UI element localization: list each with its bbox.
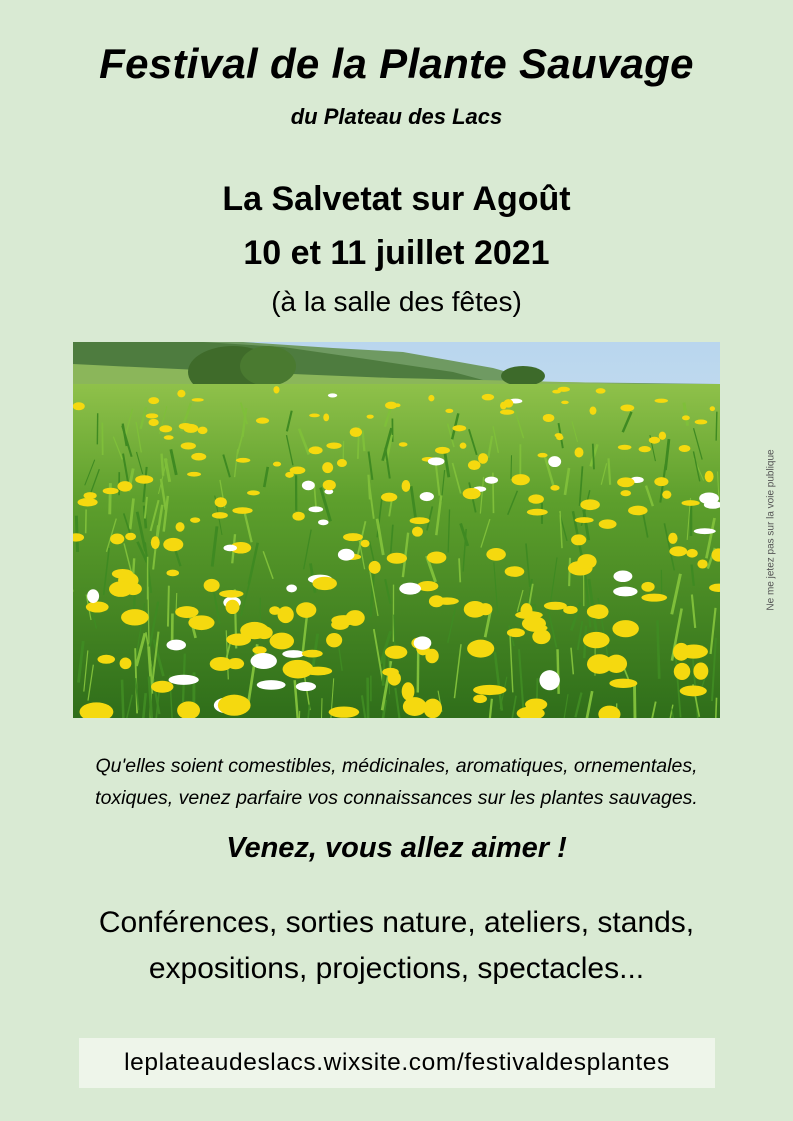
flower	[240, 622, 269, 639]
flower	[350, 427, 362, 437]
flower	[169, 675, 199, 685]
flower	[204, 579, 220, 592]
grass-blade	[368, 475, 369, 500]
flower	[181, 442, 196, 449]
side-note-text: Ne me jetez pas sur la voie publique	[765, 449, 777, 611]
flower	[618, 445, 632, 450]
flower	[655, 399, 669, 403]
event-dates: 10 et 11 juillet 2021	[243, 234, 550, 272]
flower	[589, 604, 608, 619]
flower	[164, 435, 174, 439]
flower	[183, 424, 198, 433]
flower	[599, 519, 617, 529]
flower	[428, 395, 434, 401]
flower	[473, 695, 487, 704]
activities-line-2: expositions, projections, spectacles...	[148, 952, 645, 985]
flower	[109, 581, 132, 597]
flower	[296, 682, 316, 691]
flower	[329, 706, 360, 717]
flower	[198, 427, 208, 434]
flower	[159, 425, 172, 432]
flower	[587, 654, 612, 674]
flower	[387, 553, 407, 564]
flower	[504, 399, 514, 408]
flower	[412, 527, 423, 537]
flower	[337, 459, 347, 467]
flower	[460, 443, 467, 449]
flower	[580, 499, 600, 510]
flower	[686, 549, 697, 558]
flower	[528, 494, 544, 503]
flower	[218, 695, 251, 716]
flower	[282, 650, 304, 658]
flower	[420, 492, 434, 501]
flower	[468, 460, 481, 470]
flower	[463, 488, 481, 499]
flower	[695, 420, 708, 425]
flower	[486, 548, 506, 561]
flower	[326, 442, 341, 448]
flower	[682, 415, 690, 420]
flower	[151, 536, 160, 549]
flower	[705, 471, 714, 482]
flower	[219, 590, 243, 598]
description-line-2: toxiques, venez parfaire vos connaissances sur les plantes sauvages.	[95, 787, 698, 809]
flower	[694, 528, 716, 534]
flower	[146, 413, 158, 418]
flower	[539, 670, 559, 690]
flower	[435, 447, 450, 454]
flower	[427, 552, 446, 564]
flower	[302, 481, 315, 491]
description-line-1: Qu'elles soient comestibles, médicinales, aromatiques, ornementales,	[95, 755, 698, 777]
flower	[550, 485, 559, 491]
flower	[343, 533, 363, 541]
flower	[367, 415, 374, 419]
flower	[273, 462, 281, 467]
activities-line-1: Conférences, sorties nature, ateliers, stands,	[98, 906, 695, 939]
flower	[425, 649, 438, 664]
flower	[257, 680, 286, 690]
flower	[612, 620, 638, 637]
flower	[273, 386, 279, 393]
description	[0, 750, 793, 814]
flower	[467, 640, 494, 658]
flower	[583, 632, 610, 648]
flower	[121, 609, 149, 625]
flower	[309, 414, 320, 418]
flower	[571, 534, 586, 545]
flower	[659, 432, 666, 440]
flower	[318, 519, 329, 525]
flower	[552, 390, 561, 394]
flower	[192, 398, 204, 402]
flower	[227, 658, 244, 669]
flower	[654, 477, 668, 486]
flower	[110, 534, 124, 545]
flower	[674, 663, 690, 680]
flower	[628, 506, 648, 516]
slogan: Venez, vous allez aimer !	[226, 832, 567, 864]
flower	[680, 686, 707, 697]
flower	[212, 512, 228, 518]
flower	[575, 517, 594, 523]
flower	[402, 480, 411, 492]
flower	[589, 407, 596, 415]
flower	[103, 488, 119, 494]
flower	[577, 554, 596, 569]
flower	[149, 419, 159, 426]
flower	[609, 679, 637, 688]
flower	[323, 414, 329, 422]
flower	[641, 582, 654, 592]
flower	[322, 462, 333, 473]
flower	[505, 566, 525, 577]
flower	[188, 615, 214, 630]
flower	[620, 405, 634, 412]
flower	[252, 646, 266, 654]
grass-blade	[716, 412, 717, 441]
flower	[226, 600, 240, 614]
meadow-photo	[73, 342, 720, 718]
flower	[538, 453, 548, 458]
flower	[473, 685, 506, 695]
flower	[679, 445, 691, 452]
event-location: La Salvetat sur Agoût	[222, 180, 571, 218]
flower	[525, 698, 547, 710]
flower	[148, 397, 159, 404]
flower	[166, 570, 179, 577]
flower	[215, 497, 227, 507]
flower	[326, 633, 342, 647]
flower	[649, 437, 660, 444]
flower	[575, 447, 584, 457]
flower	[693, 663, 708, 680]
flower	[544, 602, 567, 610]
flower	[699, 492, 719, 504]
flower	[414, 636, 432, 649]
grass-blade	[558, 649, 559, 694]
festival-title: Festival de la Plante Sauvage	[99, 40, 694, 87]
flower	[86, 602, 109, 613]
flower	[125, 533, 136, 541]
flower	[381, 493, 397, 502]
grass-blade	[321, 698, 322, 718]
flower	[323, 480, 336, 490]
flower	[543, 414, 555, 422]
flower	[507, 628, 525, 637]
grass-blade	[634, 681, 635, 718]
flower	[313, 577, 337, 590]
flower	[620, 490, 631, 496]
flower	[697, 559, 707, 568]
flower	[191, 453, 206, 461]
flower	[256, 418, 269, 424]
flower	[292, 512, 304, 521]
flower	[270, 633, 294, 650]
flower	[410, 517, 430, 524]
flower	[613, 587, 637, 597]
flower	[232, 507, 252, 514]
flower	[135, 475, 153, 483]
flower	[482, 394, 494, 400]
grass-blade	[459, 558, 460, 582]
flower	[399, 583, 421, 595]
flower	[527, 509, 548, 516]
flower	[304, 667, 332, 676]
flower	[190, 517, 200, 522]
flower	[662, 491, 671, 499]
flower	[385, 646, 407, 659]
flower	[596, 388, 606, 393]
event-venue: (à la salle des fêtes)	[271, 286, 522, 317]
flower	[668, 533, 677, 544]
flower	[478, 603, 492, 615]
activities	[0, 900, 793, 992]
flower	[331, 615, 356, 625]
flower	[117, 481, 132, 491]
flower	[399, 442, 408, 446]
flower	[429, 595, 444, 607]
flower	[308, 506, 323, 512]
flower	[97, 655, 115, 664]
flower	[290, 467, 306, 475]
flower	[278, 606, 294, 623]
flower	[681, 500, 699, 506]
flower	[561, 401, 569, 405]
flower	[639, 446, 651, 452]
flower	[361, 540, 370, 547]
flower	[403, 697, 427, 716]
flower	[120, 658, 132, 670]
flower	[617, 477, 634, 487]
flower	[87, 589, 99, 603]
flower	[641, 594, 667, 602]
grass-blade	[593, 444, 594, 470]
flower	[452, 425, 466, 431]
flower	[338, 549, 355, 561]
flower	[563, 606, 577, 614]
flower	[166, 640, 186, 651]
flower	[520, 603, 532, 618]
flower	[613, 571, 632, 582]
flower	[236, 458, 250, 463]
grass-blade	[168, 586, 169, 627]
flower	[485, 477, 498, 484]
flower	[511, 474, 529, 485]
flower	[187, 472, 201, 477]
flower	[112, 569, 133, 579]
flower	[78, 498, 98, 506]
flower	[548, 456, 561, 467]
flower	[309, 446, 323, 454]
flower	[250, 653, 276, 669]
grass-blade	[162, 454, 164, 476]
flower	[175, 606, 198, 618]
website-link[interactable]: leplateaudeslacs.wixsite.com/festivaldesplantes	[79, 1038, 715, 1088]
flower	[428, 457, 445, 465]
flower	[73, 402, 85, 410]
flower	[286, 585, 297, 593]
flower	[163, 538, 183, 551]
flower	[669, 546, 687, 556]
festival-subtitle: du Plateau des Lacs	[290, 104, 503, 129]
flower	[369, 561, 381, 574]
flower	[177, 390, 185, 398]
flower	[680, 645, 708, 659]
flower	[500, 410, 514, 415]
flower	[84, 492, 97, 499]
flower	[247, 490, 260, 495]
flower	[328, 393, 337, 397]
grass-blade	[659, 655, 660, 678]
flower	[478, 453, 488, 464]
flower	[382, 668, 399, 676]
flower	[176, 522, 185, 532]
flower	[151, 681, 173, 693]
flower	[445, 409, 453, 413]
flower	[710, 406, 715, 411]
flower	[302, 650, 323, 658]
grass-blade	[511, 455, 512, 479]
flower	[394, 403, 400, 407]
flower	[223, 545, 236, 552]
flower	[269, 606, 280, 615]
flower	[555, 433, 563, 437]
flower	[296, 602, 316, 618]
